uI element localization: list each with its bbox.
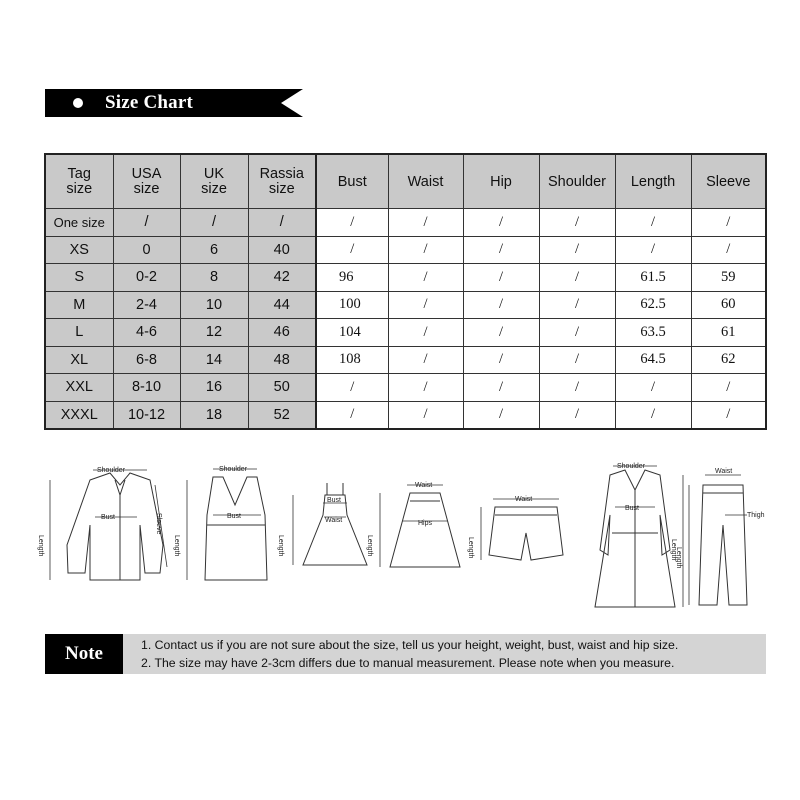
skirt-diagram bbox=[366, 482, 460, 567]
cell-length: 62.5 bbox=[615, 291, 691, 319]
table-row bbox=[45, 401, 766, 429]
header-sleeve: Sleeve bbox=[691, 154, 766, 209]
cell-tag: L bbox=[45, 319, 113, 347]
cell-hip: / bbox=[463, 264, 539, 292]
cell-sleeve: / bbox=[691, 401, 766, 429]
header-hip: Hip bbox=[463, 154, 539, 209]
cell-length: 61.5 bbox=[615, 264, 691, 292]
header-usa-size: USA size bbox=[113, 154, 180, 209]
size-chart-banner bbox=[45, 89, 303, 117]
pants-waist-label: Waist bbox=[715, 468, 733, 475]
header-russia-size: Rassia size bbox=[248, 154, 316, 209]
header-bust: Bust bbox=[316, 154, 388, 209]
cell-uk: 18 bbox=[180, 401, 248, 429]
cell-shoulder: / bbox=[539, 319, 615, 347]
cell-tag: M bbox=[45, 291, 113, 319]
cell-russia: 52 bbox=[248, 401, 316, 429]
header-uk-size: UK size bbox=[180, 154, 248, 209]
cell-sleeve: 60 bbox=[691, 291, 766, 319]
cell-bust: 104 bbox=[316, 319, 388, 347]
table-header-row bbox=[45, 154, 766, 209]
shirt-shoulder-label: Shoulder bbox=[97, 467, 126, 474]
table-row bbox=[45, 209, 766, 237]
cell-waist: / bbox=[388, 346, 463, 374]
table-body bbox=[45, 209, 766, 430]
shorts-diagram bbox=[467, 496, 563, 560]
table-row bbox=[45, 319, 766, 347]
cell-shoulder: / bbox=[539, 374, 615, 402]
cell-length: 63.5 bbox=[615, 319, 691, 347]
table-row bbox=[45, 236, 766, 264]
header-shoulder: Shoulder bbox=[539, 154, 615, 209]
page-title: Size Chart bbox=[105, 92, 194, 113]
cell-usa: 2-4 bbox=[113, 291, 180, 319]
cell-length: / bbox=[615, 374, 691, 402]
cell-waist: / bbox=[388, 209, 463, 237]
cell-sleeve: / bbox=[691, 209, 766, 237]
cell-shoulder: / bbox=[539, 209, 615, 237]
top-length-label: Length bbox=[173, 535, 180, 557]
cell-bust: / bbox=[316, 401, 388, 429]
cell-bust: 108 bbox=[316, 346, 388, 374]
cell-waist: / bbox=[388, 374, 463, 402]
cell-length: / bbox=[615, 401, 691, 429]
shorts-length-label: Length bbox=[467, 537, 474, 559]
cell-uk: 16 bbox=[180, 374, 248, 402]
cell-russia: / bbox=[248, 209, 316, 237]
cell-uk: 14 bbox=[180, 346, 248, 374]
measurement-diagrams bbox=[35, 455, 775, 620]
table-row bbox=[45, 264, 766, 292]
cell-hip: / bbox=[463, 319, 539, 347]
header-tag-size: Tag size bbox=[45, 154, 113, 209]
shorts-waist-label: Waist bbox=[515, 496, 533, 503]
cell-uk: 6 bbox=[180, 236, 248, 264]
cell-usa: / bbox=[113, 209, 180, 237]
cell-usa: 4-6 bbox=[113, 319, 180, 347]
cell-bust: / bbox=[316, 374, 388, 402]
cell-bust: / bbox=[316, 236, 388, 264]
cell-sleeve: / bbox=[691, 374, 766, 402]
pants-diagram bbox=[675, 468, 765, 605]
cell-russia: 44 bbox=[248, 291, 316, 319]
cell-tag: XXL bbox=[45, 374, 113, 402]
coat-diagram bbox=[595, 463, 683, 607]
cell-shoulder: / bbox=[539, 291, 615, 319]
cell-tag: XS bbox=[45, 236, 113, 264]
cell-shoulder: / bbox=[539, 264, 615, 292]
cell-uk: 12 bbox=[180, 319, 248, 347]
top-bust-label: Bust bbox=[227, 513, 242, 520]
cell-tag: XXXL bbox=[45, 401, 113, 429]
cell-shoulder: / bbox=[539, 401, 615, 429]
cell-hip: / bbox=[463, 209, 539, 237]
cell-waist: / bbox=[388, 319, 463, 347]
cell-bust: 96 bbox=[316, 264, 388, 292]
note-line-2: 2. The size may have 2-3cm differs due to manual measurement. Please note when you measure. bbox=[141, 656, 675, 670]
cell-waist: / bbox=[388, 291, 463, 319]
pants-thigh-label: Thigh bbox=[747, 512, 765, 519]
cell-usa: 8-10 bbox=[113, 374, 180, 402]
top-shoulder-label: Shoulder bbox=[219, 466, 248, 473]
cell-tag: S bbox=[45, 264, 113, 292]
shirt-sleeve-label: Sleeve bbox=[155, 513, 162, 535]
note-line-1: 1. Contact us if you are not sure about the size, tell us your height, weight, bust, waist and hip size. bbox=[141, 638, 679, 652]
cell-usa: 6-8 bbox=[113, 346, 180, 374]
size-table bbox=[44, 153, 767, 430]
cell-russia: 46 bbox=[248, 319, 316, 347]
shirt-length-label: Length bbox=[37, 535, 44, 557]
cell-sleeve: / bbox=[691, 236, 766, 264]
table-row bbox=[45, 374, 766, 402]
cell-russia: 42 bbox=[248, 264, 316, 292]
cell-shoulder: / bbox=[539, 236, 615, 264]
cell-waist: / bbox=[388, 236, 463, 264]
cell-usa: 0 bbox=[113, 236, 180, 264]
table-row bbox=[45, 291, 766, 319]
header-length: Length bbox=[615, 154, 691, 209]
coat-bust-label: Bust bbox=[625, 505, 640, 512]
cell-uk: 8 bbox=[180, 264, 248, 292]
cell-sleeve: 62 bbox=[691, 346, 766, 374]
shirt-bust-label: Bust bbox=[101, 514, 116, 521]
cell-waist: / bbox=[388, 264, 463, 292]
cell-russia: 48 bbox=[248, 346, 316, 374]
cell-usa: 10-12 bbox=[113, 401, 180, 429]
dress-waist-label: Waist bbox=[325, 517, 343, 524]
table-row bbox=[45, 346, 766, 374]
note-box bbox=[123, 634, 766, 674]
dress-diagram bbox=[277, 483, 367, 565]
cell-waist: / bbox=[388, 401, 463, 429]
cell-hip: / bbox=[463, 346, 539, 374]
skirt-hips-label: Hips bbox=[418, 520, 433, 527]
cell-bust: / bbox=[316, 209, 388, 237]
cell-hip: / bbox=[463, 291, 539, 319]
cell-hip: / bbox=[463, 401, 539, 429]
cell-sleeve: 59 bbox=[691, 264, 766, 292]
cell-length: 64.5 bbox=[615, 346, 691, 374]
cell-tag: XL bbox=[45, 346, 113, 374]
skirt-length-label: Length bbox=[366, 535, 373, 557]
cell-usa: 0-2 bbox=[113, 264, 180, 292]
cell-russia: 50 bbox=[248, 374, 316, 402]
cell-length: / bbox=[615, 236, 691, 264]
cell-uk: 10 bbox=[180, 291, 248, 319]
pants-length-label: Length bbox=[675, 547, 682, 569]
cell-uk: / bbox=[180, 209, 248, 237]
skirt-waist-label: Waist bbox=[415, 482, 433, 489]
coat-length-label: Length bbox=[670, 539, 677, 561]
top-diagram bbox=[173, 466, 267, 580]
note-label: Note bbox=[45, 634, 123, 674]
cell-length: / bbox=[615, 209, 691, 237]
header-waist: Waist bbox=[388, 154, 463, 209]
cell-bust: 100 bbox=[316, 291, 388, 319]
cell-shoulder: / bbox=[539, 346, 615, 374]
coat-shoulder-label: Shoulder bbox=[617, 463, 646, 470]
dress-bust-label: Bust bbox=[327, 497, 342, 504]
cell-hip: / bbox=[463, 236, 539, 264]
cell-sleeve: 61 bbox=[691, 319, 766, 347]
cell-tag: One size bbox=[45, 209, 113, 237]
cell-hip: / bbox=[463, 374, 539, 402]
dress-length-label: Length bbox=[277, 535, 284, 557]
bullet-icon bbox=[73, 98, 83, 108]
cell-russia: 40 bbox=[248, 236, 316, 264]
shirt-diagram bbox=[37, 467, 167, 580]
